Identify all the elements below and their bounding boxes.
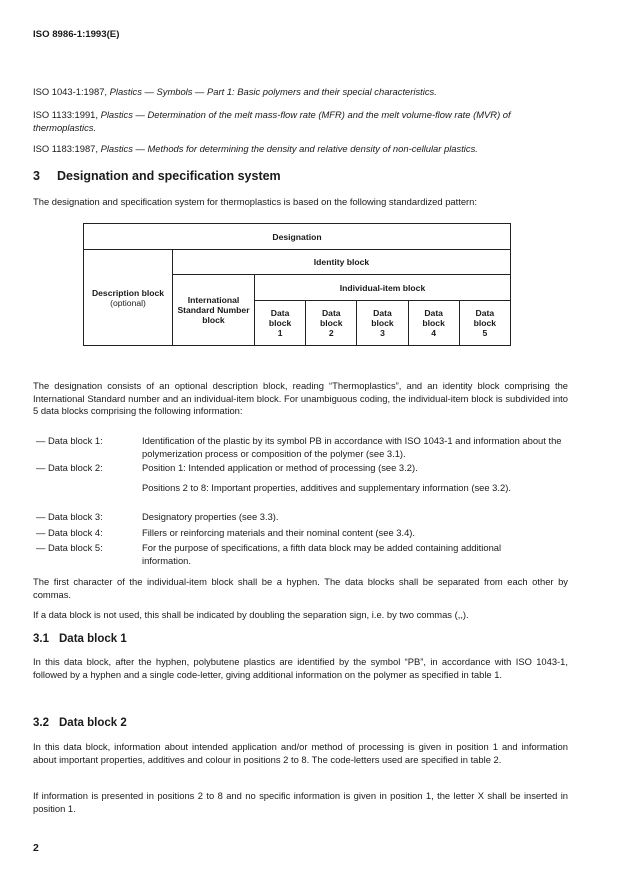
list-text: Designatory properties (see 3.3). — [142, 511, 279, 522]
identity-block-header: Identity block — [173, 250, 511, 275]
section-3-intro: The designation and specification system for thermoplastics is based on the following standardized pattern: — [33, 196, 477, 207]
section-3-1-heading — [33, 633, 568, 646]
list-text: Identification of the plastic by its symbol PB in accordance with ISO 1043-1 and information about the polymerization process or composition of the polymer (see 3.1). — [142, 435, 562, 459]
heading-title: Designation and specification system — [57, 169, 281, 183]
list-label: — Data block 5: — [36, 542, 103, 553]
ref-title: Plastics — Symbols — Part 1: Basic polymers and their special characteristics. — [109, 86, 437, 97]
reference-3 — [33, 143, 568, 156]
list-text: Position 1: Intended application or method of processing (see 3.2). — [142, 462, 418, 473]
reference-1 — [33, 86, 568, 99]
ref-code: ISO 1133:1991, — [33, 109, 98, 120]
list-label: — Data block 2: — [36, 462, 103, 473]
reference-2 — [33, 109, 563, 134]
separator-paragraph: The first character of the individual-item block shall be a hyphen. The data blocks shall be separated from each other by commas. — [33, 576, 568, 600]
section-3-1-text: In this data block, after the hyphen, polybutene plastics are identified by the symbol “PB”, in accordance with ISO 1043-1, followed by a hyphen and a single code-letter, giving additional information on the polymer as specified in table 1. — [33, 656, 568, 680]
heading-number: 3.1 — [33, 633, 49, 645]
description-label: Description block — [91, 287, 165, 298]
optional-label: (optional) — [110, 297, 146, 308]
designation-header: Designation — [84, 224, 511, 250]
list-text: Fillers or reinforcing materials and their nominal content (see 3.4). — [142, 527, 416, 538]
data-block-cell: Data block 2 — [306, 301, 357, 346]
ref-title: Plastics — Methods for determining the density and relative density of non-cellular plastics. — [100, 143, 478, 154]
isn-block-cell: International Standard Number block — [173, 275, 255, 346]
section-3-2-heading — [33, 717, 568, 730]
data-block-cell: Data block 5 — [459, 301, 510, 346]
data-block-cell: Data block 1 — [255, 301, 306, 346]
heading-title: Data block 1 — [59, 633, 127, 645]
ref-title: Plastics — Determination of the melt mass-flow rate (MFR) and the melt volume-flow rate (MVR) of thermoplastics. — [33, 109, 511, 133]
page-number: 2 — [33, 842, 39, 854]
heading-number: 3 — [33, 169, 40, 183]
individual-item-header: Individual-item block — [255, 275, 511, 301]
heading-number: 3.2 — [33, 717, 49, 729]
unused-block-paragraph: If a data block is not used, this shall be indicated by doubling the separation sign, i.e. by two commas (,,). — [33, 609, 469, 620]
data-block-cell: Data block 3 — [357, 301, 408, 346]
ref-code: ISO 1043-1:1987, — [33, 86, 108, 97]
list-label: — Data block 3: — [36, 511, 103, 522]
list-label: — Data block 1: — [36, 435, 103, 446]
designation-table — [83, 223, 511, 346]
section-3-2-text-2: If information is presented in positions 2 to 8 and no specific information is given in position 1, the letter X shall be inserted in position 1. — [33, 790, 568, 814]
ref-code: ISO 1183:1987, — [33, 143, 98, 154]
designation-paragraph: The designation consists of an optional description block, reading “Thermoplastics”, and an identity block comprising the International Standard number and an individual-item block. For unambiguous coding, the individual-item block is subdivided into 5 data blocks comprising the following information: — [33, 380, 568, 416]
list-text: For the purpose of specifications, a fifth data block may be added containing additional information. — [142, 542, 502, 566]
data-block-cell: Data block 4 — [408, 301, 459, 346]
running-header: ISO 8986-1:1993(E) — [33, 29, 120, 40]
heading-title: Data block 2 — [59, 717, 127, 729]
list-label: — Data block 4: — [36, 527, 103, 538]
section-3-2-text: In this data block, information about intended application and/or method of processing is given in position 1 and information about important properties, additives and colour in positions 2 to 8. The code-letters used are specified in table 2. — [33, 741, 568, 765]
list-text: Positions 2 to 8: Important properties, additives and supplementary information (see 3.2). — [142, 482, 511, 493]
description-block-cell — [84, 250, 173, 346]
section-3-heading — [33, 170, 568, 183]
